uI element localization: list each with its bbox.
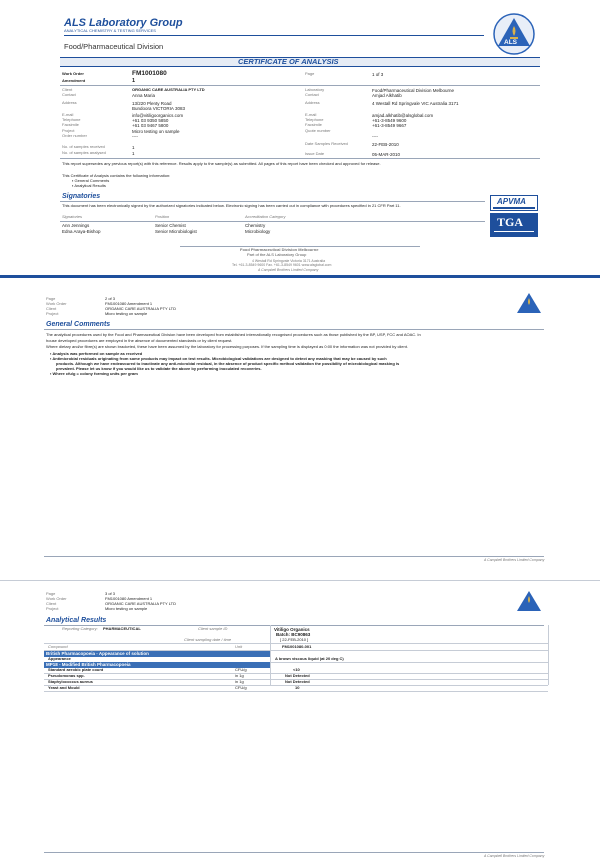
footer-line3: 4 Westall Rd Springvale Victoria 3171 Australia [252, 259, 326, 263]
p3-work-order-label: Work Order [46, 596, 67, 601]
p2-work-order-value: FM1001080 Amendment 1 [105, 301, 153, 306]
p2-bullet-3: ▪ Where cfu/g = colony forming units per gram [50, 371, 138, 376]
als-logo-text: ALS [504, 39, 517, 46]
p3-appearance-label: Appearance [48, 656, 71, 661]
address-line1: 13/220 Plenty Road [132, 101, 172, 106]
p3-result-3-compound: Staphylococcus aureus [48, 679, 93, 684]
analysed-value: 1 [132, 151, 135, 156]
received-label: No. of samples received [62, 144, 105, 149]
p2-bullet-2b: products. Although we have endeavoured to inactivate any anti-microbial residual, in the absence of product specific method validation the possibility of microbiological masking is [56, 361, 400, 366]
lab-contact-label: Contact [305, 92, 319, 97]
amendment-value: 1 [132, 78, 136, 84]
p3-table-border-right [548, 625, 549, 685]
divider [60, 201, 485, 202]
p3-client-label: Client [46, 601, 57, 606]
lab-facsimile-value: +61-3-8549 9667 [372, 123, 407, 128]
p2-page-label: Page [46, 296, 56, 301]
p2-project-value: Micro testing on sample [105, 311, 148, 316]
page-value: 1 of 3 [372, 72, 384, 77]
tga-text: TGA [497, 215, 524, 229]
als-logo-icon [516, 590, 542, 612]
p2-bullet-1: ▪ Analysis was performed on sample as received [50, 351, 143, 356]
signatory-1-category: Chemistry [245, 223, 266, 228]
p3-result-1-value: <10 [293, 667, 300, 672]
amendment-label: Amendment [62, 78, 86, 83]
p3-sampling-label: Client sampling date / time [184, 637, 232, 642]
lab-telephone-value: +61-3-8549 9600 [372, 118, 407, 123]
divider [60, 158, 540, 159]
p3-result-2-unit: in 1g [235, 673, 244, 678]
p2-bullet-1-text: Analysis was performed on sample as received [52, 351, 143, 356]
sign-header-category: Accreditation Category [245, 214, 286, 219]
divider [60, 221, 485, 222]
telephone-label: Telephone [62, 117, 81, 122]
issue-date-value: 05-MAR-2010 [372, 152, 401, 157]
sign-header-signatories: Signatories [62, 214, 83, 219]
address-label: Address [62, 100, 77, 105]
p3-client-sample-value1: Vitiligo Organics [274, 627, 310, 632]
contains-item-1: ▪ General Comments [72, 178, 110, 183]
p3-client-sample-value2: Batch: BC90863 [276, 632, 311, 637]
telephone-value: +61 03 9350 5850 [132, 118, 169, 123]
divider [60, 85, 540, 86]
contains-item-2-text: Analytical Results [74, 183, 106, 188]
apvma-bar [493, 207, 535, 209]
p2-bullet-3-text: Where cfu/g = colony forming units per gram [52, 371, 138, 376]
lab-email-value: amjad.alkhatib@alsglobal.com [372, 113, 434, 118]
p3-lab-id: FM1001080-001 [282, 644, 312, 649]
p2-project-label: Project [46, 311, 59, 316]
certificate-page-2 [0, 278, 600, 568]
quote-value: ---- [372, 134, 378, 139]
signatory-2-position: Senior Microbiologist [155, 229, 197, 234]
email-label: E-mail [62, 112, 74, 117]
date-received-value: 22-FEB-2010 [372, 142, 399, 147]
signatory-2-name: Edna Araya-Bishop [62, 229, 101, 234]
p3-page-value: 3 of 3 [105, 591, 116, 596]
footer-line2-text: Part of the ALS Laboratory Group [247, 252, 307, 257]
p2-para1b: house developed procedures are employed in the absence of documented standards or by client request. [46, 338, 233, 343]
p2-work-order-label: Work Order [46, 301, 67, 306]
p3-client-sample-label: Client sample ID [198, 626, 228, 631]
contains-item-1-text: General Comments [74, 178, 110, 183]
p3-appearance-value: A brown viscous liquid (at 20 deg C) [275, 656, 344, 661]
analysed-label: No. of samples analysed [62, 150, 106, 155]
divider [44, 691, 548, 692]
date-received-label: Date Samples Received [305, 141, 348, 146]
p2-client-value: ORGANIC CARE AUSTRALIA PTY LTD [105, 306, 176, 311]
als-logo-icon [490, 12, 538, 56]
sign-header-position: Position [155, 214, 170, 219]
p3-result-3-unit: in 1g [235, 679, 244, 684]
p3-section-title: Analytical Results [46, 617, 107, 624]
p3-result-2-value: Not Detected [285, 673, 310, 678]
p2-section-title: General Comments [46, 321, 111, 328]
client-label: Client [62, 87, 73, 92]
footer-line2 [247, 253, 306, 258]
company-name: ALS Laboratory Group [64, 17, 183, 29]
apvma-logo [490, 195, 538, 211]
p3-footer: A Campbell Brothers Limited Company [484, 854, 545, 858]
p3-client-value: ORGANIC CARE AUSTRALIA PTY LTD [105, 601, 176, 606]
facsimile-value: +61 03 9467 5800 [132, 123, 169, 128]
p2-als-logo [516, 292, 542, 314]
p2-para1: The analytical procedures used by the Food and Pharmaceutical Division have been developed from established internationally recognised procedures such as those published by the BP, USP, FCC and AOAC. In [46, 332, 421, 337]
email-value: info@vitiligoorganics.com [132, 113, 184, 118]
order-label: Order number [62, 133, 87, 138]
p3-result-1-unit: CFU/g [235, 667, 247, 672]
p3-als-logo [516, 590, 542, 612]
p3-table-border [270, 625, 271, 685]
project-label: Project [62, 128, 75, 133]
footer-line4: Tel. +61-3-8549 9600 Fax. +61-3-8549 9601 www.alsglobal.com [232, 263, 332, 267]
p2-page-value: 2 of 3 [105, 296, 116, 301]
p3-group1-bar: British Pharmacopoeia - Appearance of solution [44, 651, 270, 657]
p3-result-3-value: Not Detected [285, 679, 310, 684]
laboratory-label: Laboratory [305, 87, 325, 92]
signatory-1-name: Ann Jennings [62, 223, 90, 228]
apvma-text: APVMA [497, 197, 526, 206]
lab-email-label: E-mail [305, 112, 317, 117]
sign-text: This document has been electronically signed by the authorized signatories indicated below. Electronic signing has been carried out in compliance with procedures specified in 21 CFR Part 11. [62, 203, 401, 208]
p2-client-label: Client [46, 306, 57, 311]
p2-bullet-2-text: Antimicrobial residuals originating from some products may impact on test results. Microbiological validations are designed to detect any masking that may be caused by such [52, 356, 387, 361]
quote-label: Quote number [305, 128, 331, 133]
als-logo-icon [516, 292, 542, 314]
p2-footer: A Campbell Brothers Limited Company [484, 558, 545, 562]
facsimile-label: Facsimile [62, 122, 79, 127]
p2-bullet-2: ▪ Antimicrobial residuals originating from some products may impact on test results. Microbiological validations are designed to detect any masking that may be caused by such [50, 356, 387, 361]
p3-sampling-value: [ 22-FEB-2010 ] [280, 637, 309, 642]
laboratory-value: Food/Pharmaceutical Division Melbourne [372, 88, 455, 93]
p3-result-4-compound: Yeast and Mould [48, 685, 80, 690]
p3-result-4-value: 10 [295, 685, 300, 690]
signatories-title: Signatories [62, 193, 101, 200]
lab-contact-value: Amjad Alkhatib [372, 93, 402, 98]
lab-facsimile-label: Facsimile [305, 122, 322, 127]
p3-page-label: Page [46, 591, 56, 596]
p3-project-value: Micro testing on sample [105, 606, 148, 611]
lab-address-value: 4 Westall Rd Springvale VIC Australia 3171 [372, 101, 459, 106]
tga-logo [490, 213, 538, 237]
p3-unit-label: Unit [235, 644, 243, 649]
tga-stripe [494, 231, 534, 232]
company-tagline: ANALYTICAL CHEMISTRY & TESTING SERVICES [64, 28, 156, 33]
divider [44, 852, 544, 853]
signatory-1-position: Senior Chemist [155, 223, 186, 228]
division-name: Food/Pharmaceutical Division [64, 42, 164, 51]
supersede-text: This report supersedes any previous report(s) with this reference. Results apply to the sample(s) as submitted. All pages of this report have been checked and approved for release. [62, 161, 381, 166]
footer-line1: Food Pharmaceutical Division Melbourne [240, 247, 319, 252]
received-value: 1 [132, 145, 135, 150]
certificate-page-3 [0, 580, 600, 866]
certificate-title: CERTIFICATE OF ANALYSIS [238, 57, 339, 66]
order-value: ---- [132, 134, 138, 139]
p3-reporting-value: PHARMACEUTICAL [103, 626, 141, 631]
divider [44, 329, 544, 330]
p3-result-4-unit: CFU/g [235, 685, 247, 690]
contains-text: This Certificate of Analysis contains the following information: [62, 173, 171, 178]
divider [44, 556, 544, 557]
contains-item-2: ▪ Analytical Results [72, 183, 106, 188]
lab-address-label: Address [305, 100, 320, 105]
contact-label: Contact [62, 92, 76, 97]
project-value: Micro testing on sample [132, 129, 180, 134]
p3-reporting-label: Reporting Category: [62, 626, 98, 631]
page-label: Page [305, 71, 315, 76]
contact-value: Anna Maria [132, 93, 156, 98]
p3-project-label: Project [46, 606, 59, 611]
als-logo [490, 12, 538, 56]
p2-bullet-2c: prevalent. Please let us know if you would like us to validate the above by performing inoculated recoveries. [56, 366, 262, 371]
issue-date-label: Issue Date [305, 151, 325, 156]
footer-line5: A Campbell Brothers Limited Company [258, 268, 319, 272]
work-order-label: Work Order [62, 71, 84, 76]
p3-compound-label: Compound [48, 644, 68, 649]
p2-para2: Where dietary and/or fibre(s) are shown bracketed, these have been assumed by the laboratory for processing purposes. If the sampling time is displayed as 0:00 the information was not provided by client. [46, 344, 408, 349]
signatory-2-category: Microbiology [245, 229, 271, 234]
p3-work-order-value: FM1001080 Amendment 1 [105, 596, 153, 601]
header-rule [64, 35, 484, 36]
page-separator [0, 580, 600, 581]
client-value: ORGANIC CARE AUSTRALIA PTY LTD [132, 87, 205, 92]
p3-result-1-compound: Standard aerobic plate count [48, 667, 104, 672]
p3-result-2-compound: Pseudomonas spp. [48, 673, 85, 678]
p3-group2-bar: MP18 - Modified British Pharmacopoeia [44, 662, 270, 668]
address-line2: Bundoora VICTORIA 3083 [132, 106, 185, 111]
certificate-page-1 [0, 0, 600, 278]
lab-telephone-label: Telephone [305, 117, 324, 122]
work-order-value: FM1001080 [132, 70, 167, 77]
